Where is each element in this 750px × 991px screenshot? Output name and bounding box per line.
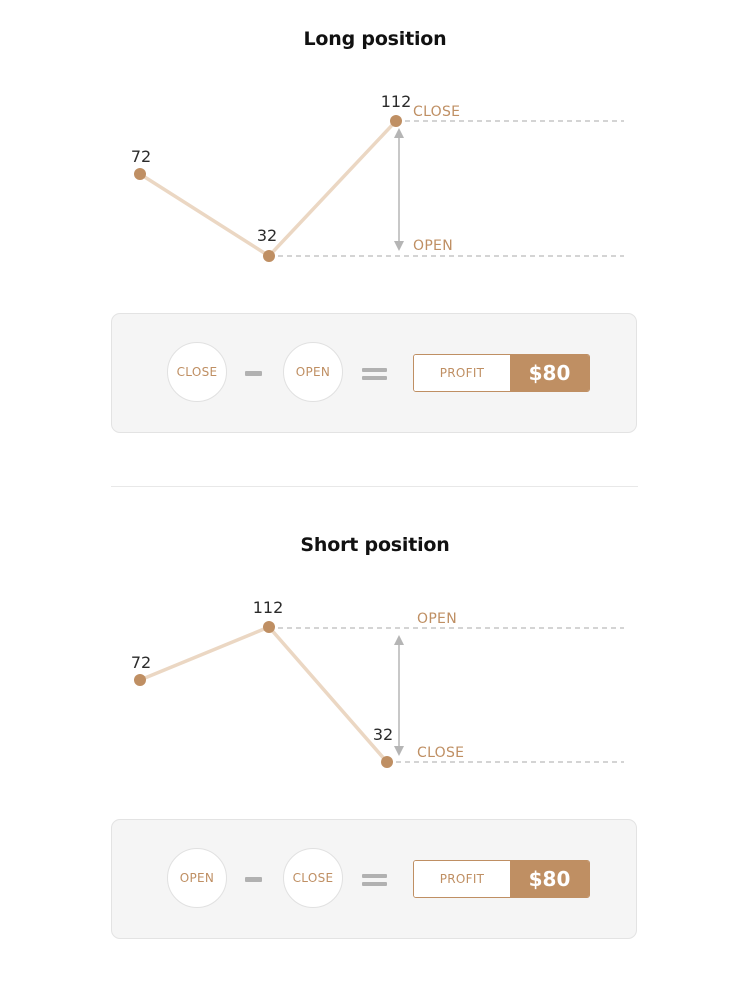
short-line-segment-1	[140, 627, 269, 680]
equals-sign	[362, 874, 387, 887]
close-operand: CLOSE	[283, 848, 343, 908]
profit-label: PROFIT	[414, 861, 510, 897]
short-arrow-head-up	[394, 635, 404, 645]
long-value-label-2: 32	[256, 226, 278, 245]
short-line-segment-2	[269, 627, 387, 762]
short-arrow-head-down	[394, 746, 404, 756]
short-point-3	[381, 756, 393, 768]
short-close-label: CLOSE	[417, 745, 465, 761]
short-point-1	[134, 674, 146, 686]
profit-value: $80	[510, 355, 589, 391]
long-value-label-1: 72	[130, 147, 152, 166]
profit-label: PROFIT	[414, 355, 510, 391]
short-value-label-2: 112	[252, 598, 284, 617]
long-open-label: OPEN	[413, 238, 453, 254]
minus-sign	[245, 877, 262, 882]
open-operand: OPEN	[167, 848, 227, 908]
long-value-label-3: 112	[380, 92, 412, 111]
long-position-title: Long position	[303, 28, 447, 50]
profit-value: $80	[510, 861, 589, 897]
profit-result	[413, 860, 590, 898]
short-point-2	[263, 621, 275, 633]
short-value-label-1: 72	[130, 653, 152, 672]
short-open-label: OPEN	[417, 611, 457, 627]
short-profit-formula	[111, 819, 637, 939]
open-operand: OPEN	[283, 342, 343, 402]
short-position-title: Short position	[300, 534, 450, 556]
close-operand: CLOSE	[167, 342, 227, 402]
short-value-label-3: 32	[372, 725, 394, 744]
long-close-label: CLOSE	[413, 104, 461, 120]
